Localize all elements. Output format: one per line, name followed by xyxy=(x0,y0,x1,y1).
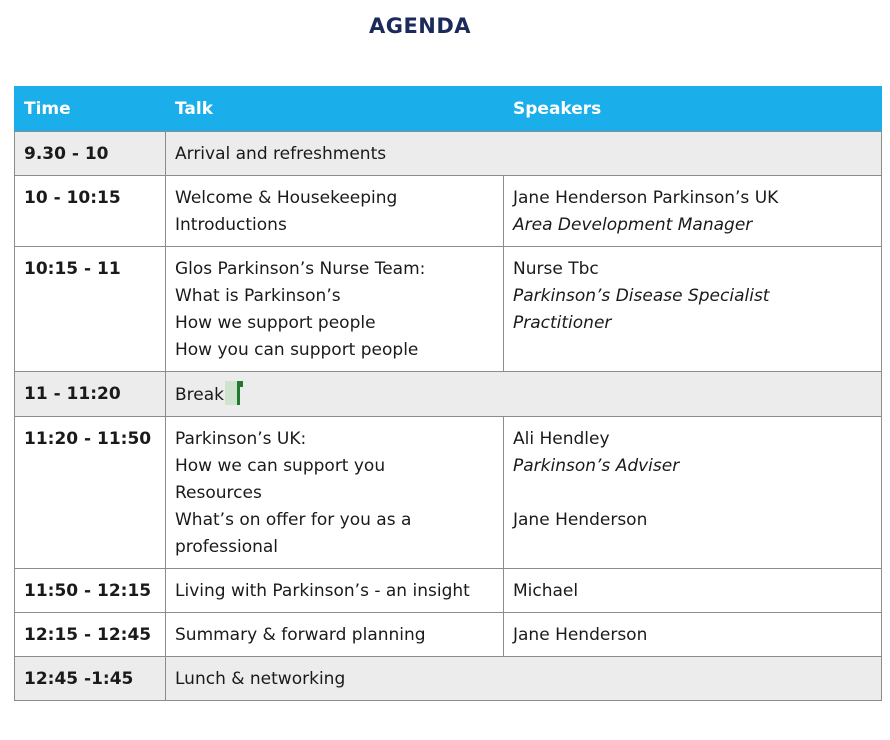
speaker-line: Jane Henderson Parkinson’s UK xyxy=(513,188,779,208)
speaker-line: Michael xyxy=(513,581,579,601)
header-time: Time xyxy=(15,87,166,132)
talk-line: professional xyxy=(175,537,279,557)
talk-cell[interactable] xyxy=(166,613,504,657)
talk-line: Parkinson’s UK: xyxy=(175,429,307,449)
table-row xyxy=(15,132,882,176)
speakers-cell[interactable] xyxy=(504,247,882,372)
speakers-cell[interactable] xyxy=(504,176,882,247)
table-row xyxy=(15,613,882,657)
time-cell[interactable]: 12:15 - 12:45 xyxy=(15,613,166,657)
time-cell[interactable]: 9.30 - 10 xyxy=(15,132,166,176)
talk-line: Lunch & networking xyxy=(175,669,346,689)
talk-line: How we support people xyxy=(175,313,376,333)
talk-line: Introductions xyxy=(175,215,287,235)
talk-line: Resources xyxy=(175,483,262,503)
talk-line: What’s on offer for you as a xyxy=(175,510,412,530)
speaker-role: Parkinson’s Adviser xyxy=(513,456,680,476)
speaker-line: Nurse Tbc xyxy=(513,259,599,279)
speaker-line: Ali Hendley xyxy=(513,429,610,449)
talk-line: Arrival and refreshments xyxy=(175,144,387,164)
time-cell[interactable]: 10:15 - 11 xyxy=(15,247,166,372)
table-row xyxy=(15,569,882,613)
talk-cell[interactable] xyxy=(166,247,504,372)
time-cell[interactable]: 12:45 -1:45 xyxy=(15,657,166,701)
speaker-line: Jane Henderson xyxy=(513,510,648,530)
talk-line: Living with Parkinson’s - an insight xyxy=(175,581,470,601)
talk-cell[interactable] xyxy=(166,417,504,569)
speaker-role: Practitioner xyxy=(513,313,612,333)
time-cell[interactable]: 11:50 - 12:15 xyxy=(15,569,166,613)
speaker-line: Jane Henderson xyxy=(513,625,648,645)
talk-cell[interactable] xyxy=(166,176,504,247)
talk-cell[interactable] xyxy=(166,372,882,417)
talk-cell[interactable] xyxy=(166,132,882,176)
talk-line: How you can support people xyxy=(175,340,419,360)
speakers-cell[interactable] xyxy=(504,569,882,613)
talk-cell[interactable] xyxy=(166,569,504,613)
talk-line: How we can support you xyxy=(175,456,386,476)
header-talk: Talk xyxy=(166,87,504,132)
talk-line: Break xyxy=(175,385,224,405)
table-row xyxy=(15,372,882,417)
time-cell[interactable]: 11:20 - 11:50 xyxy=(15,417,166,569)
table-row xyxy=(15,247,882,372)
speakers-cell[interactable] xyxy=(504,417,882,569)
table-row xyxy=(15,657,882,701)
page-title: AGENDA xyxy=(368,14,472,38)
talk-line: What is Parkinson’s xyxy=(175,286,341,306)
talk-line: Summary & forward planning xyxy=(175,625,426,645)
agenda-table xyxy=(14,86,882,701)
talk-cell[interactable] xyxy=(166,657,882,701)
table-row xyxy=(15,417,882,569)
table-row xyxy=(15,176,882,247)
text-cursor-marker xyxy=(225,381,237,405)
speakers-cell[interactable] xyxy=(504,613,882,657)
speaker-role: Area Development Manager xyxy=(513,215,753,235)
header-speakers: Speakers xyxy=(504,87,882,132)
talk-line: Welcome & Housekeeping xyxy=(175,188,398,208)
time-cell[interactable]: 10 - 10:15 xyxy=(15,176,166,247)
talk-line: Glos Parkinson’s Nurse Team: xyxy=(175,259,426,279)
speaker-role: Parkinson’s Disease Specialist xyxy=(513,286,770,306)
speaker-spacer xyxy=(513,480,872,507)
time-cell[interactable]: 11 - 11:20 xyxy=(15,372,166,417)
header-row xyxy=(15,87,882,132)
